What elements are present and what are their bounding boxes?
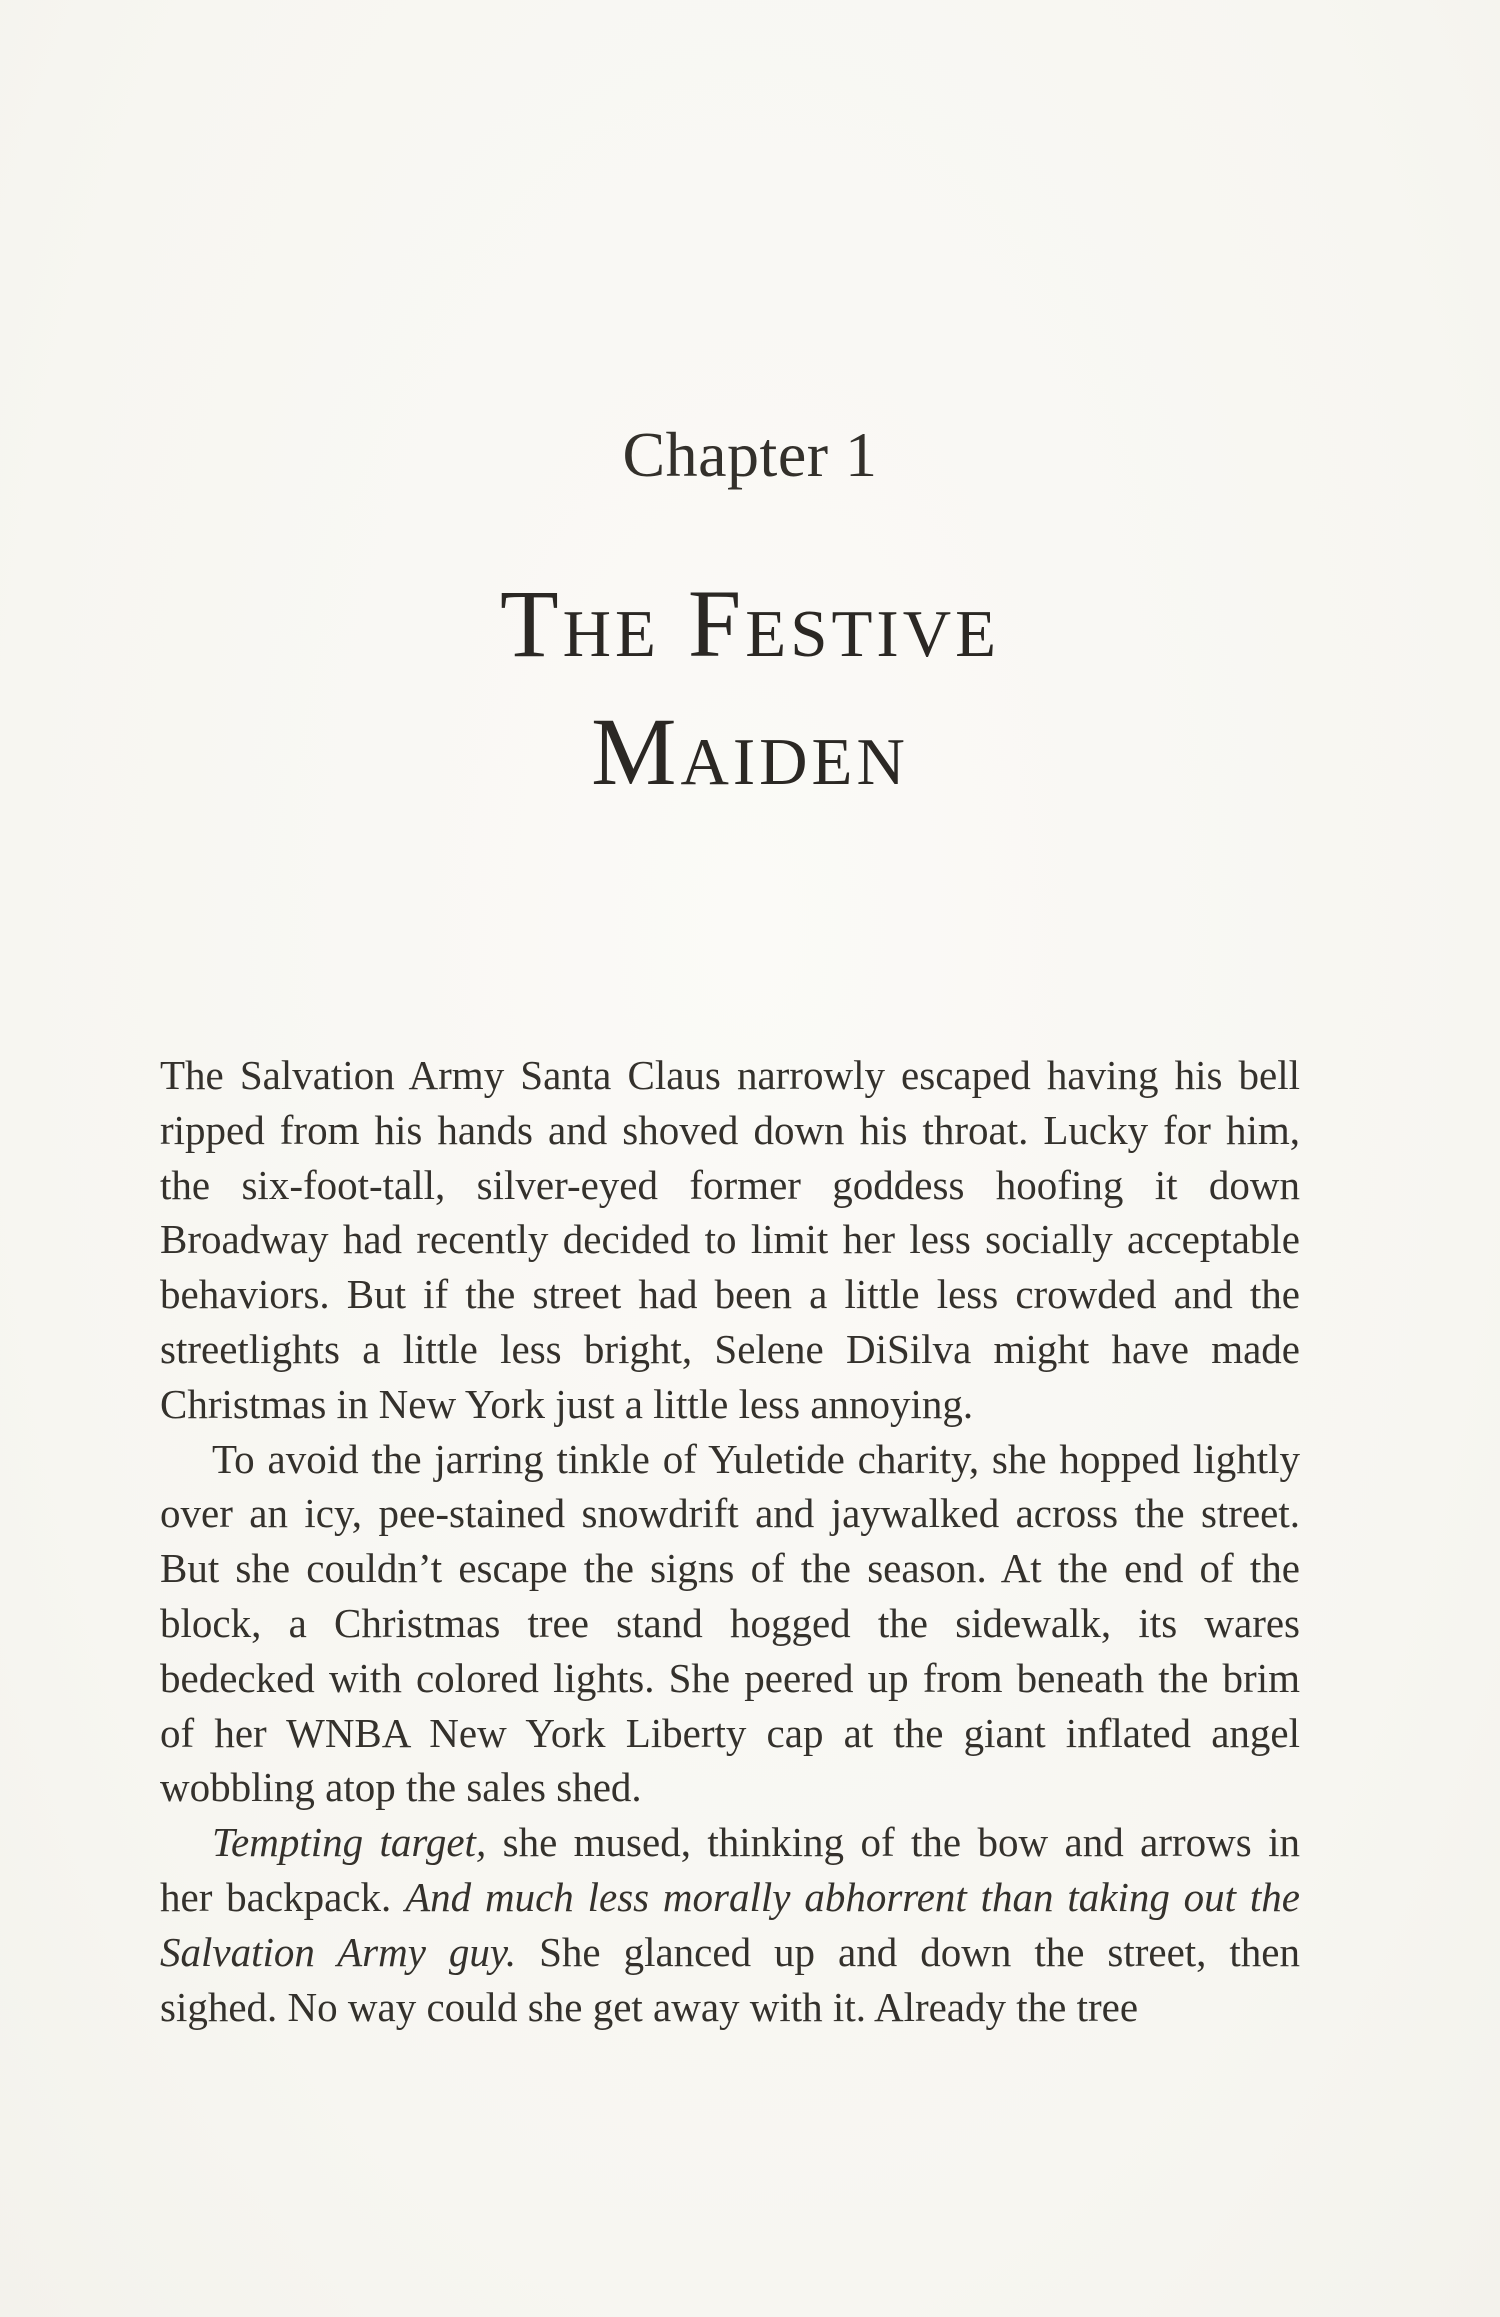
paragraph-1: The Salvation Army Santa Claus narrowly escaped having his bell ripped from his hands and shoved down his throat. Lucky for him, the six-foot-tall, silver-eyed former goddess hoofing it down Broadway had recently decided to limit her less socially acceptable behaviors. But if the street had been a little less crowded and the streetlights a little less bright, Selene DiSilva might have made Christmas in New York just a little less annoying. <box>160 1052 1300 1427</box>
paragraph-2: To avoid the jarring tinkle of Yuletide charity, she hopped lightly over an icy, pee-stained snowdrift and jaywalked across the street. But she couldn’t escape the signs of the season. At the end of the block, a Christmas tree stand hogged the sidewalk, its wares bedecked with colored lights. She peered up from beneath the brim of her WNBA New York Liberty cap at the giant inflated angel wobbling atop the sales shed. <box>160 1435 1300 1811</box>
chapter-title <box>0 560 1500 816</box>
paragraph-3-text-1: she mused, thinking of the bow and arrows in her backpack. <box>160 1819 1300 1920</box>
body-text <box>160 1048 1300 2034</box>
italic-thought-2: And much less morally abhorrent than taking out the Salvation Army guy. <box>160 1873 1300 1975</box>
chapter-label: Chapter 1 <box>622 419 878 490</box>
paragraph-3-text-2: She glanced up and down the street, then sighed. No way could she get away with it. Already the tree <box>160 1928 1301 2030</box>
chapter-title-line-2: Maiden <box>591 698 909 805</box>
italic-thought-1: Tempting target, <box>212 1819 487 1866</box>
chapter-title-line-1: The Festive <box>499 570 1001 677</box>
paragraph-3 <box>160 1815 1300 2034</box>
